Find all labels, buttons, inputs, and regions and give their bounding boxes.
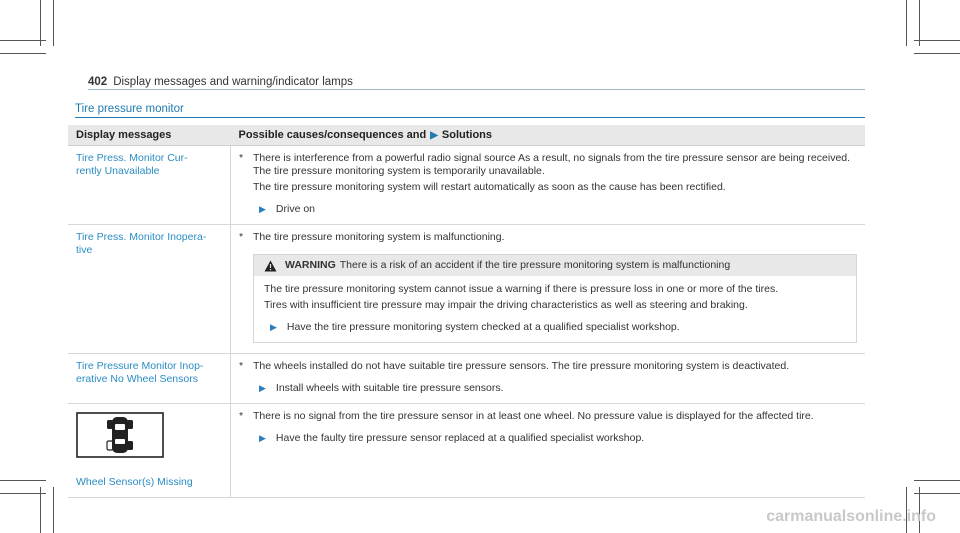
crop-mark (914, 40, 960, 41)
action-item: ▶ Install wheels with suitable tire pressure sensors. (259, 382, 504, 394)
crop-mark (0, 40, 46, 41)
warning-label: WARNING (285, 259, 336, 271)
bullet-star: * (239, 410, 244, 422)
cause-solution-cell (231, 404, 866, 498)
warning-paragraph: The tire pressure monitoring system cannot issue a warning if there is pressure loss in one or more of the tires. (264, 283, 779, 295)
crop-mark (906, 0, 907, 46)
arrow-right-icon: ▶ (259, 383, 266, 393)
car-wheel-sensor-icon (76, 412, 222, 462)
table-row (68, 146, 865, 225)
crop-mark (914, 53, 960, 54)
crop-mark (914, 493, 960, 494)
chapter-title: Display messages and warning/indicator lamps (113, 76, 353, 88)
display-message: Wheel Sensor(s) Missing (68, 404, 231, 498)
warning-paragraph: Tires with insufficient tire pressure may impair the driving characteristics as well as steering and braking. (264, 299, 748, 311)
warning-body (254, 276, 856, 342)
page-header (88, 76, 353, 88)
messages-table (68, 125, 865, 498)
bullet-star: * (239, 360, 244, 372)
crop-mark (0, 480, 46, 481)
table-row (68, 404, 865, 498)
section-title: Tire pressure monitor (75, 103, 184, 115)
table-row (68, 354, 865, 404)
crop-mark (53, 487, 54, 533)
action-item: ▶ Have the tire pressure monitoring system checked at a qualified specialist workshop. (270, 321, 680, 333)
crop-mark (914, 480, 960, 481)
cause-item: * The tire pressure monitoring system is malfunctioning. (239, 231, 505, 243)
crop-mark (53, 0, 54, 46)
warning-headline: There is a risk of an accident if the tire pressure monitoring system is malfunctioning (339, 259, 731, 271)
page-number: 402 (88, 76, 108, 88)
bullet-star: * (239, 152, 244, 164)
crop-mark (0, 53, 46, 54)
warning-triangle-icon (264, 260, 277, 272)
cause-solution-cell (231, 146, 866, 225)
display-message: Tire Press. Monitor Inopera- tive (68, 225, 231, 354)
cause-solution-cell (231, 225, 866, 354)
section-divider (75, 117, 865, 118)
cause-item: * The wheels installed do not have suitable tire pressure sensors. The tire pressure monitoring system is deactivated. (239, 360, 790, 372)
col-header-causes: Possible causes/consequences and ▶ Solutions (231, 125, 866, 146)
watermark: carmanualsonline.info (766, 508, 936, 525)
col-header-display: Display messages (68, 125, 231, 146)
action-item: ▶ Have the faulty tire pressure sensor replaced at a qualified specialist workshop. (259, 432, 645, 444)
cause-item: * There is no signal from the tire pressure sensor in at least one wheel. No pressure value is displayed for the affected tire. (239, 410, 814, 422)
arrow-right-icon: ▶ (259, 433, 266, 443)
cause-solution-cell (231, 354, 866, 404)
cause-item: * There is interference from a powerful radio signal source As a result, no signals from the tire pressure sensor are being received. The tire pressure monitoring system is temporarily unavailable. (239, 152, 851, 177)
header-divider (88, 89, 865, 90)
arrow-right-icon: ▶ (259, 204, 266, 214)
note-text: The tire pressure monitoring system will restart automatically as soon as the cause has been rectified. (253, 181, 726, 193)
warning-header (254, 255, 856, 276)
arrow-right-icon: ▶ (430, 129, 438, 141)
table-row (68, 225, 865, 354)
display-message: Tire Pressure Monitor Inop- erative No Wheel Sensors (68, 354, 231, 404)
table-header-row (68, 125, 865, 146)
bullet-star: * (239, 231, 244, 243)
crop-mark (0, 493, 46, 494)
display-message: Tire Press. Monitor Cur- rently Unavailable (68, 146, 231, 225)
action-item: ▶ Drive on (259, 203, 316, 215)
warning-box (253, 254, 857, 343)
arrow-right-icon: ▶ (270, 322, 277, 332)
